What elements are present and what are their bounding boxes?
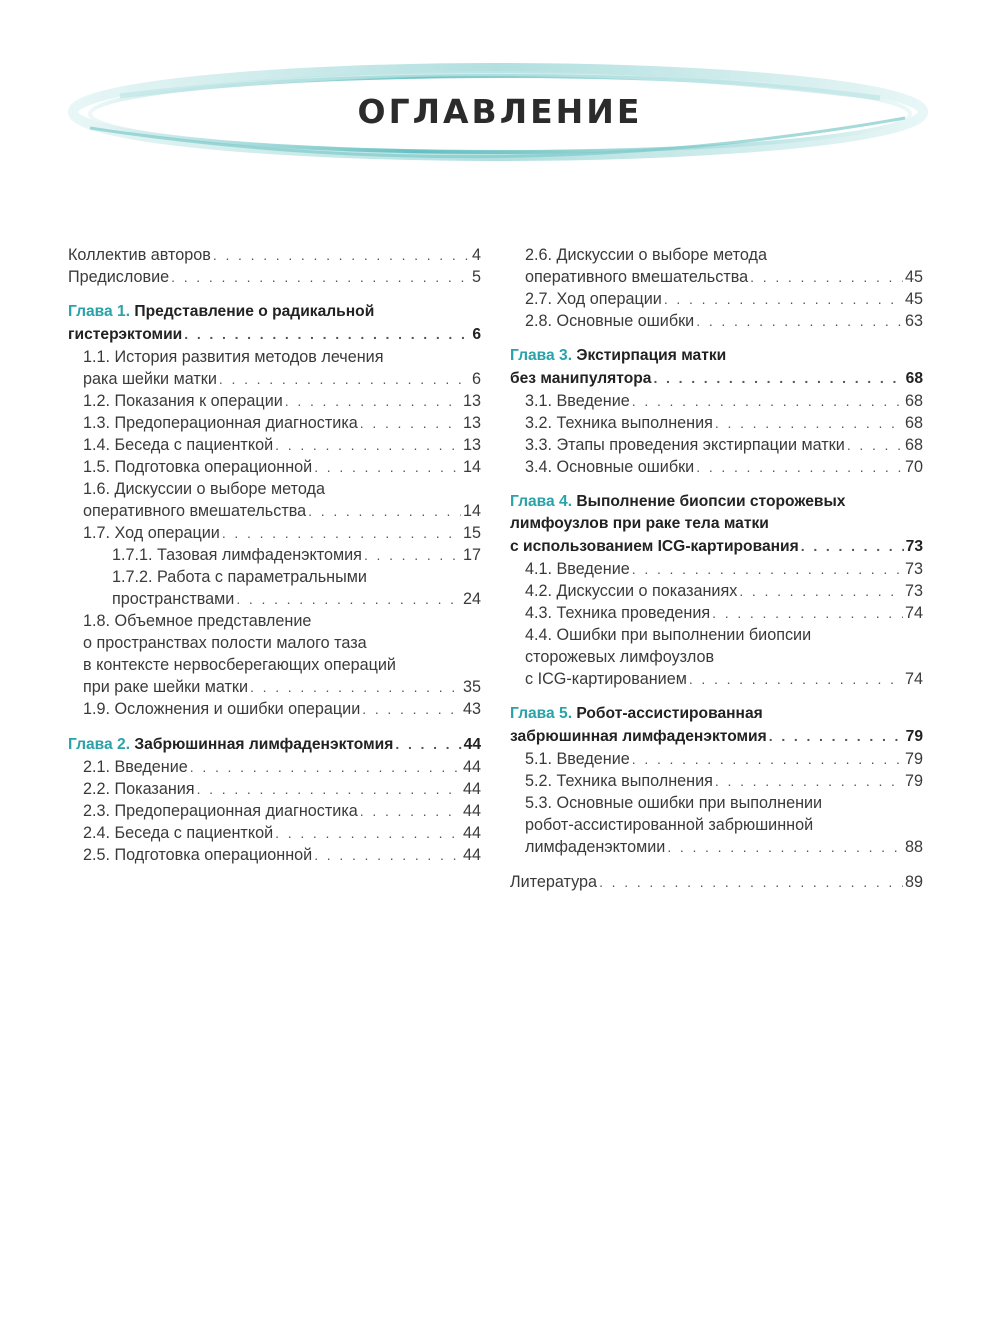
chapter-label: Глава 1. [68,303,131,320]
toc-entry-text: оперативного вмешательства [525,268,749,286]
toc-entry-text: 4.3. Техника проведения [525,604,711,622]
toc-entry-text: 1.7.2. Работа с параметральными [112,568,367,586]
page-number: 68 [904,392,923,410]
leader-dots [184,323,470,345]
toc-entry [68,456,481,478]
toc-entry-text: 2.7. Ход операции [525,290,662,308]
toc-entry-text: Робот-ассистированная [576,705,763,722]
toc-entry [510,244,923,288]
page-number: 79 [904,750,923,768]
leader-dots [696,310,903,332]
toc-entry-text: 1.4. Беседа с пациенткой [83,436,274,454]
toc-entry-text: 1.1. История развития методов лечения [83,348,384,366]
toc-entry [68,412,481,434]
page-number: 17 [462,546,481,564]
leader-dots [632,748,903,770]
leader-dots [362,698,461,720]
toc-entry-text: без манипулятора [510,370,652,387]
page-number: 68 [905,370,923,387]
toc-entry [510,602,923,624]
page-number: 4 [471,246,481,264]
toc-entry-text: 2.4. Беседа с пациенткой [83,824,274,842]
toc-entry-text: Забрюшинная лимфаденэктомия [134,736,394,753]
toc-entry-text: 2.1. Введение [83,758,188,776]
page-number: 13 [462,414,481,432]
toc-entry [510,456,923,478]
toc-entry-text: в контексте нервосберегающих операций [83,656,396,674]
leader-dots [395,733,461,755]
toc-entry-text: 1.2. Показания к операции [83,392,283,410]
toc-entry-text: 3.1. Введение [525,392,630,410]
leader-dots [360,800,461,822]
page-number: 68 [904,436,923,454]
page-number: 43 [462,700,481,718]
page-number: 44 [463,736,481,753]
toc-entry-text: 3.3. Этапы проведения экстирпации матки [525,436,845,454]
toc-entry-text: 1.6. Дискуссии о выборе метода [83,480,325,498]
toc-entry [68,844,481,866]
toc-entry-text: 1.7. Ход операции [83,524,220,542]
toc-entry-text: 1.3. Предоперационная диагностика [83,414,358,432]
toc-entry-text: о пространствах полости малого таза [83,634,367,652]
leader-dots [653,367,903,389]
toc-entry-text: 2.5. Подготовка операционной [83,846,313,864]
leader-dots [632,390,903,412]
toc-entry [510,792,923,858]
toc-entry-text: 1.9. Осложнения и ошибки операции [83,700,361,718]
page-number: 45 [904,268,923,286]
page-number: 63 [904,312,923,330]
leader-dots [222,522,461,544]
leader-dots [197,778,461,800]
toc-entry-text: 3.4. Основные ошибки [525,458,695,476]
chapter-label: Глава 4. [510,493,573,510]
leader-dots [213,244,470,266]
toc-entry [510,310,923,332]
chapter-label: Глава 5. [510,705,573,722]
page-number: 73 [905,538,923,555]
leader-dots [667,836,903,858]
leader-dots [360,412,461,434]
toc-entry-text: 4.1. Введение [525,560,630,578]
toc-entry [68,390,481,412]
toc-entry-text: лимфаденэктомии [525,838,666,856]
toc-entry-text: 4.2. Дискуссии о показаниях [525,582,738,600]
leader-dots [364,544,461,566]
toc-entry [68,822,481,844]
toc-entry [510,288,923,310]
toc-entry-text: 4.4. Ошибки при выполнении биопсии [525,626,812,644]
toc-entry-text: лимфоузлов при раке тела матки [510,515,769,532]
toc-entry [510,558,923,580]
toc-entry [68,522,481,544]
toc-entry [510,770,923,792]
toc-entry [68,800,481,822]
leader-dots [696,456,903,478]
toc-entry-text: Выполнение биопсии сторожевых [576,493,846,510]
toc-entry-text: забрюшинная лимфаденэктомия [510,728,767,745]
toc-entry-text: 5.1. Введение [525,750,630,768]
chapter-label: Глава 2. [68,736,131,753]
header-banner [0,0,1000,230]
page-number: 14 [462,502,481,520]
page-number: 15 [462,524,481,542]
page-number: 44 [462,802,481,820]
page-number: 74 [904,604,923,622]
leader-dots [236,588,461,610]
leader-dots [739,580,903,602]
toc-entry-text: 2.8. Основные ошибки [525,312,695,330]
toc-entry [68,698,481,720]
toc-entry-text: Представление о радикальной [134,303,375,320]
page-number: 44 [462,846,481,864]
toc-entry [68,346,481,390]
toc-entry [68,478,481,522]
toc-entry-text: робот-ассистированной забрюшинной [525,816,814,834]
leader-dots [599,871,903,893]
page-number: 6 [472,326,481,343]
toc-chapter-entry [68,733,481,756]
chapter-label: Глава 3. [510,347,573,364]
page-number: 88 [904,838,923,856]
page-number: 45 [904,290,923,308]
leader-dots [664,288,903,310]
toc-entry [510,580,923,602]
toc-entry [510,871,923,893]
page-number: 89 [904,873,923,891]
page-number: 5 [471,268,481,286]
leader-dots [275,434,461,456]
leader-dots [219,368,470,390]
page-number: 79 [905,728,923,745]
toc-entry-text: Коллектив авторов [68,246,211,264]
toc-entry-text: рака шейки матки [83,370,217,388]
page-number: 73 [904,582,923,600]
page-number: 13 [462,392,481,410]
toc-entry-text: 2.6. Дискуссии о выборе метода [525,246,767,264]
page-number: 74 [904,670,923,688]
toc-entry-text: пространствами [112,590,235,608]
toc-right-column [510,244,923,893]
page-number: 73 [904,560,923,578]
toc-entry-text: Литература [510,873,598,891]
toc-chapter-entry [510,703,923,748]
page-number: 44 [462,824,481,842]
leader-dots [285,390,461,412]
leader-dots [769,725,904,747]
leader-dots [171,266,470,288]
page-number: 35 [462,678,481,696]
toc-left-column [68,244,481,866]
leader-dots [689,668,903,690]
leader-dots [250,676,461,698]
toc-entry-text: 3.2. Техника выполнения [525,414,713,432]
page-number: 13 [462,436,481,454]
leader-dots [308,500,461,522]
toc-entry [68,244,481,266]
toc-entry [510,748,923,770]
page-title: ОГЛАВЛЕНИЕ [357,92,643,131]
page-number: 24 [462,590,481,608]
toc-entry-text: сторожевых лимфоузлов [525,648,715,666]
leader-dots [750,266,903,288]
toc-entry [68,566,481,610]
toc-chapter-entry [68,301,481,346]
toc-entry-text: при раке шейки матки [83,678,249,696]
page-number: 44 [462,780,481,798]
toc-chapter-entry [510,345,923,390]
toc-entry [68,778,481,800]
toc-entry-text: 1.8. Объемное представление [83,612,312,630]
leader-dots [632,558,903,580]
leader-dots [801,535,904,557]
toc-entry-text: с ICG-картированием [525,670,687,688]
toc-entry [510,412,923,434]
toc-entry-text: 2.2. Показания [83,780,195,798]
leader-dots [314,456,461,478]
toc-entry-text: оперативного вмешательства [83,502,307,520]
toc-entry-text: 2.3. Предоперационная диагностика [83,802,358,820]
page-number: 68 [904,414,923,432]
toc-entry [68,544,481,566]
toc-entry-text: 1.7.1. Тазовая лимфаденэктомия [112,546,362,564]
leader-dots [715,412,903,434]
toc-chapter-entry [510,491,923,558]
leader-dots [715,770,903,792]
leader-dots [275,822,461,844]
page-number: 14 [462,458,481,476]
toc-entry [510,434,923,456]
page-number: 70 [904,458,923,476]
leader-dots [712,602,903,624]
toc-entry [510,390,923,412]
toc-entry-text: гистерэктомии [68,326,183,343]
toc-entry [68,756,481,778]
leader-dots [314,844,461,866]
toc-entry-text: 5.2. Техника выполнения [525,772,713,790]
toc-entry-text: 1.5. Подготовка операционной [83,458,313,476]
page-number: 6 [471,370,481,388]
page-number: 44 [462,758,481,776]
toc-entry [68,266,481,288]
leader-dots [847,434,903,456]
toc-entry-text: 5.3. Основные ошибки при выполнении [525,794,823,812]
toc-entry [68,610,481,698]
toc-entry [510,624,923,690]
leader-dots [190,756,461,778]
toc-entry-text: Предисловие [68,268,170,286]
toc-entry [68,434,481,456]
toc-entry-text: Экстирпация матки [576,347,727,364]
page-number: 79 [904,772,923,790]
toc-entry-text: с использованием ICG-картирования [510,538,799,555]
